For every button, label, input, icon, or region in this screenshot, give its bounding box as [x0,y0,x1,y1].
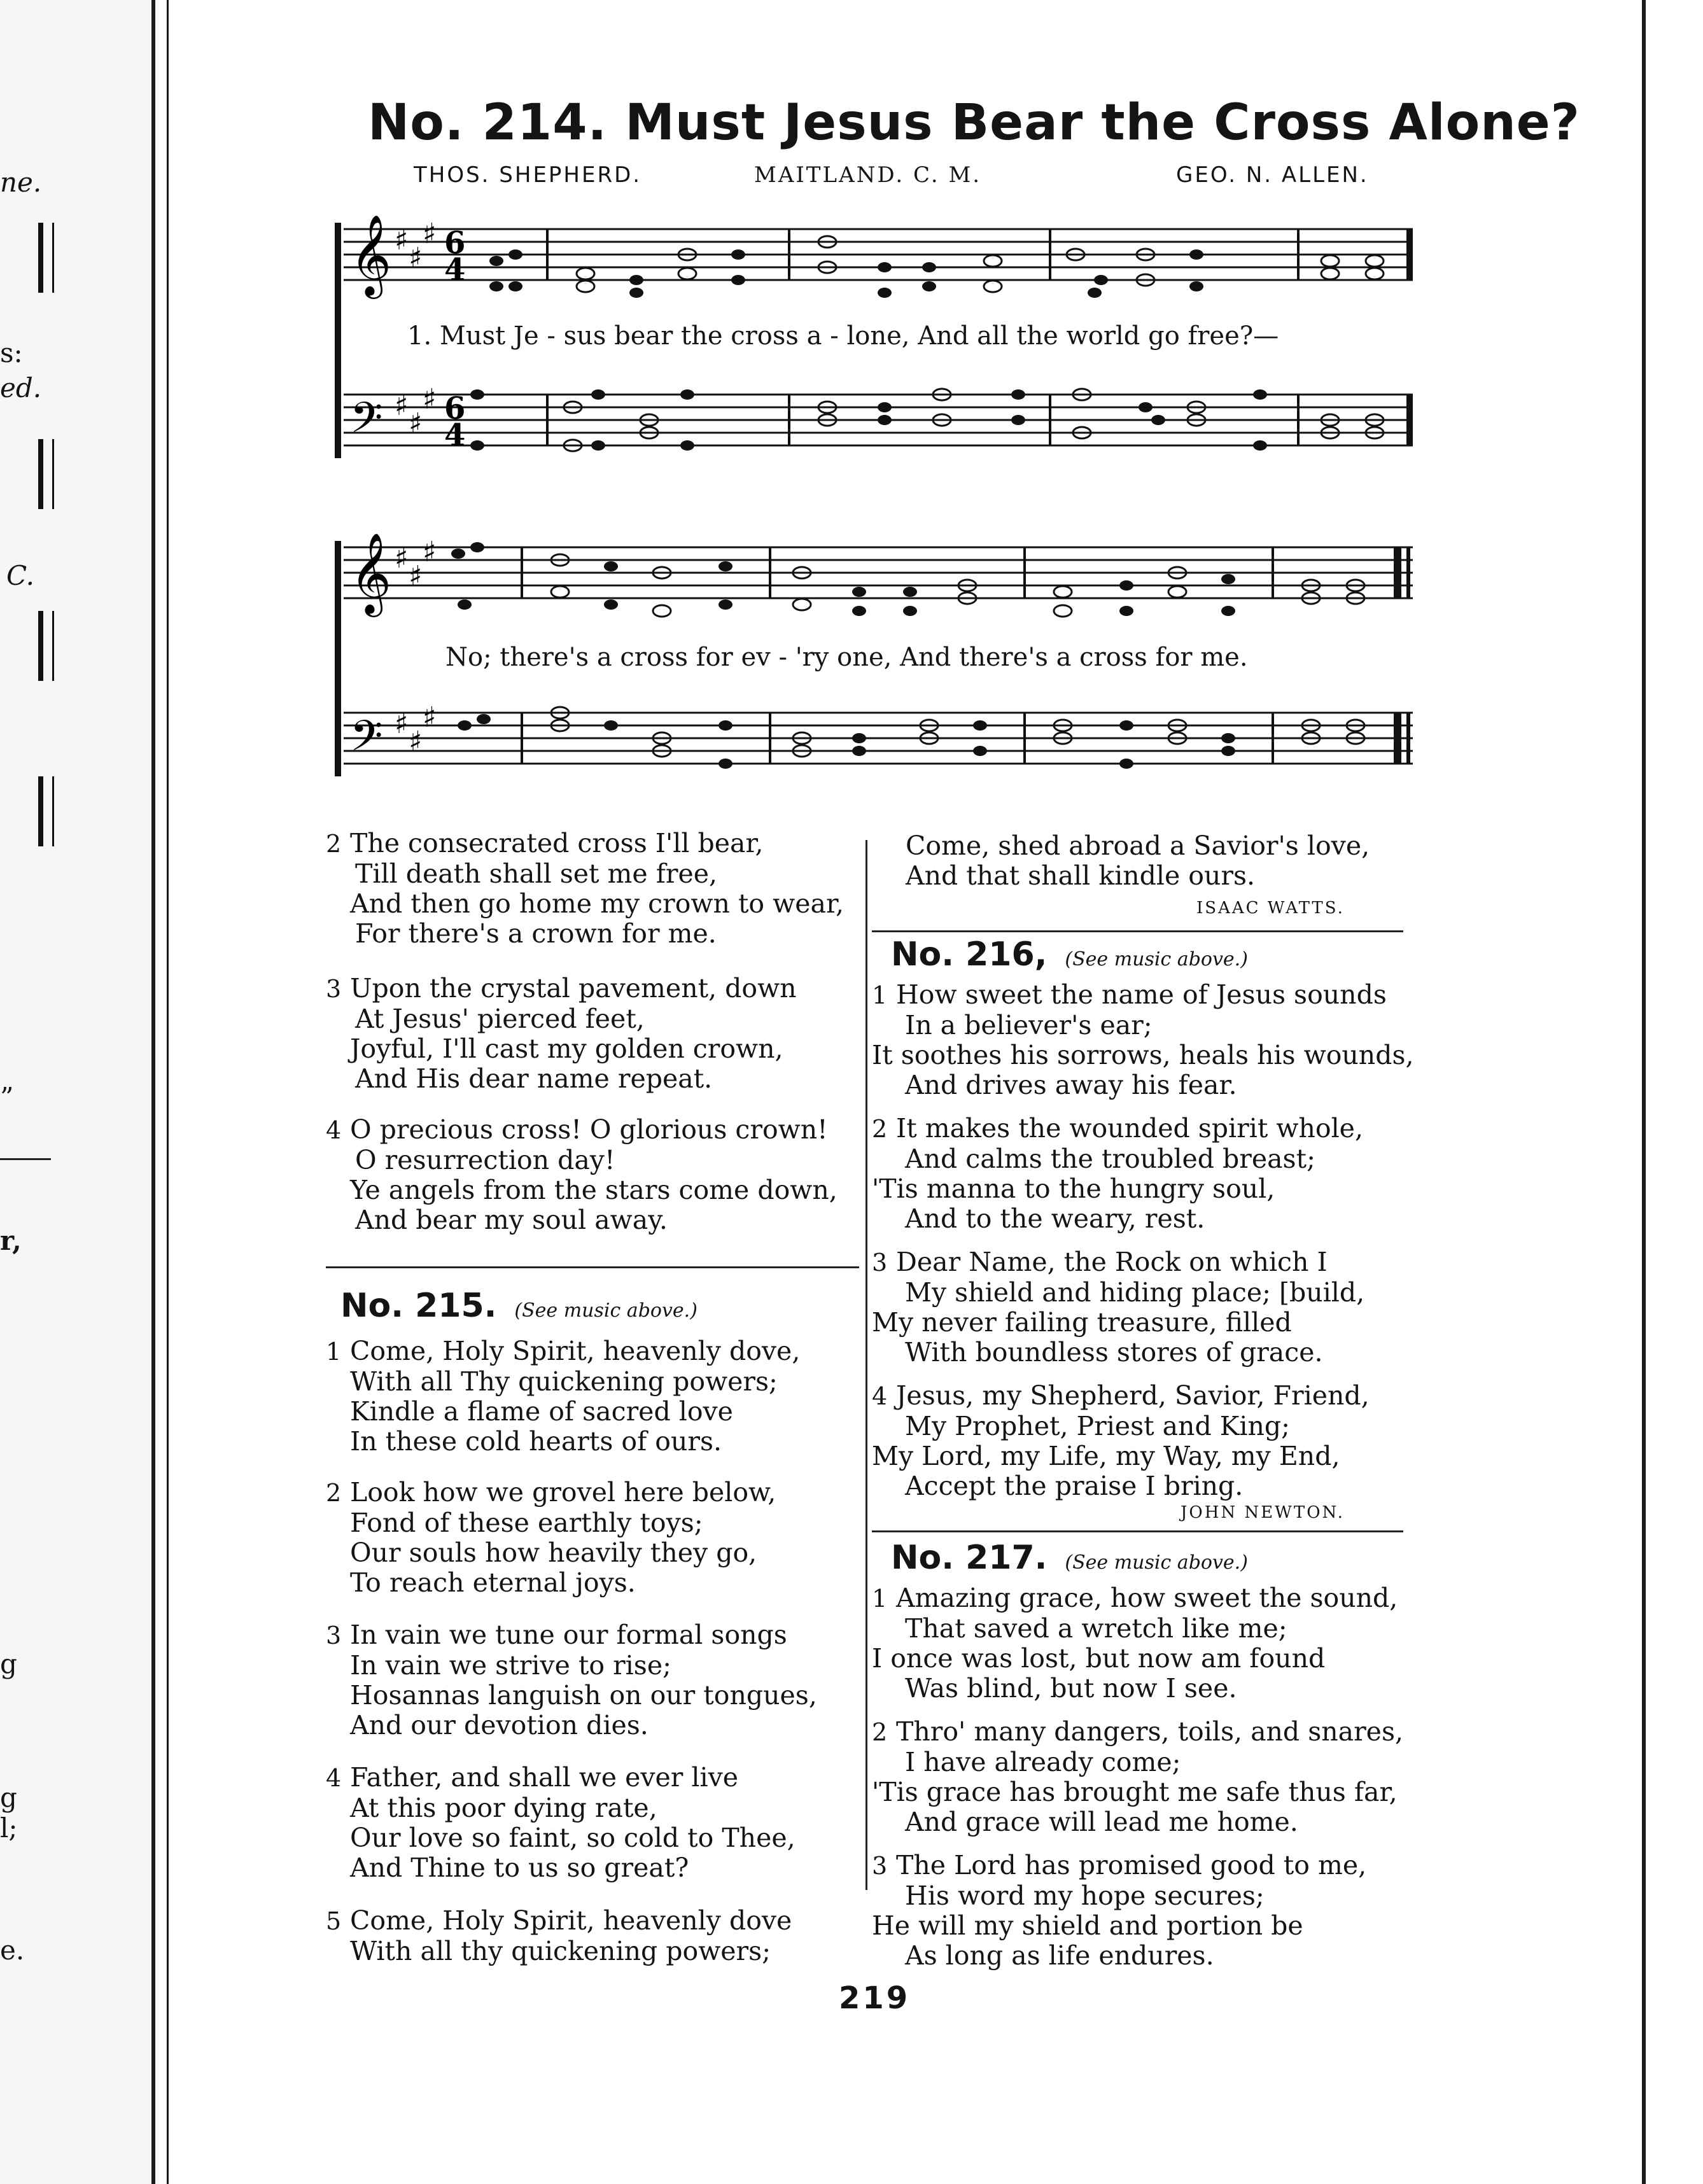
hymn-number: No. 216, [891,935,1048,974]
svg-text:♯: ♯ [395,224,409,256]
hymn216-verse-4: 4 Jesus, my Shepherd, Savior, Friend, My Prophet, Priest and King; My Lord, my Life, my Way, my End, Accept the praise I bring. [872,1380,1370,1501]
left-fragment: g [0,1648,17,1679]
hymn216-verse-1: 1 How sweet the name of Jesus sounds In a believer's ear; It soothes his sorrows, heals his wounds, And drives away his fear. [872,979,1414,1100]
lyric-line-1: 1. Must Je - sus bear the cross a - lone, And all the world go free?— [407,321,1279,351]
svg-text:6: 6 [444,391,466,426]
see-music-note: (See music above.) [1065,948,1248,970]
left-fragment: e. [0,1935,25,1966]
music-credit: GEO. N. ALLEN. [1176,162,1369,188]
treble-clef-icon: 𝄞 [350,214,392,295]
svg-text:♯: ♯ [409,560,423,592]
svg-text:♯: ♯ [409,407,423,440]
gutter-line-inner [167,0,169,2184]
left-fragment-barline [38,776,54,846]
hymn216-verse-3: 3 Dear Name, the Rock on which I My shield and hiding place; [build, My never failing treasure, filled With boundless stores of grace. [872,1247,1365,1368]
svg-text:4: 4 [444,252,466,288]
hymn215-verse-4: 4 Father, and shall we ever live At this poor dying rate, Our love so faint, so cold to Thee, And Thine to us so great? [326,1762,795,1883]
hymn214-verse-4: 4 O precious cross! O glorious crown! O resurrection day! Ye angels from the stars come down, And bear my soul away. [326,1114,837,1235]
svg-text:♯: ♯ [409,725,423,758]
left-fragment: g [0,1782,17,1813]
svg-text:♯: ♯ [423,701,437,734]
hymn215-verse-5: 5 Come, Holy Spirit, heavenly dove With all thy quickening powers; [326,1905,792,1966]
svg-text:♯: ♯ [395,708,409,740]
see-music-note: (See music above.) [514,1299,697,1322]
author-credit: JOHN NEWTON. [1181,1503,1345,1522]
words-credit: THOS. SHEPHERD. [414,162,642,188]
svg-text:♯: ♯ [395,542,409,575]
section-rule [872,1530,1403,1532]
hymn216-verse-2: 2 It makes the wounded spirit whole, And calms the troubled breast; 'Tis manna to the hungry soul, And to the weary, rest. [872,1113,1363,1234]
hymn215-verse-5-continued: Come, shed abroad a Savior's love, And that shall kindle ours. [906,830,1370,891]
left-fragment-barline [38,611,54,681]
music-system-1 [331,204,1426,509]
hymn217-heading [891,1539,1248,1577]
section-rule [872,930,1403,932]
svg-text:6: 6 [444,225,466,261]
lyric-line-2: No; there's a cross for ev - 'ry one, And there's a cross for me. [445,643,1248,672]
hymn215-heading [340,1287,697,1325]
page-number: 219 [839,1980,911,2016]
gutter-line [151,0,155,2184]
treble-clef-icon: 𝄞 [350,532,392,613]
left-fragment: ed. [0,372,42,403]
svg-text:♯: ♯ [409,242,423,274]
bass-clef-icon: 𝄢 [350,711,383,771]
hymn217-verse-1: 1 Amazing grace, how sweet the sound, That saved a wretch like me; I once was lost, but now am found Was blind, but now I see. [872,1583,1398,1704]
hymn214-verse-2: 2 The consecrated cross I'll bear, Till death shall set me free, And then go home my crown to wear, For there's a crown for me. [326,828,844,949]
svg-text:♯: ♯ [423,218,437,250]
left-fragment-rule [0,1158,51,1160]
left-fragment: ne. [0,167,42,198]
left-fragment: s: [0,337,23,368]
hymn-number: No. 215. [340,1287,497,1325]
see-music-note: (See music above.) [1065,1551,1248,1574]
left-fragment: ” [0,1082,14,1113]
system-brace [335,541,341,776]
left-fragment: l; [0,1812,18,1844]
left-fragment: r, [0,1225,22,1256]
hymn214-verse-3: 3 Upon the crystal pavement, down At Jesus' pierced feet, Joyful, I'll cast my golden crown, And His dear name repeat. [326,973,797,1094]
svg-text:♯: ♯ [395,389,409,422]
hymn217-verse-3: 3 The Lord has promised good to me, His word my hope secures; He will my shield and portion be As long as life endures. [872,1850,1367,1971]
hymn215-verse-2: 2 Look how we grovel here below, Fond of these earthly toys; Our souls how heavily they go, To reach eternal joys. [326,1477,776,1598]
svg-text:♯: ♯ [423,383,437,416]
hymn215-verse-1: 1 Come, Holy Spirit, heavenly dove, With all Thy quickening powers; Kindle a flame of sacred love In these cold hearts of ours. [326,1336,801,1457]
right-page-border [1642,0,1646,2184]
author-credit: ISAAC WATTS. [1196,899,1345,918]
left-fragment: C. [6,560,34,591]
left-fragment-barline [38,439,54,509]
hymn-title: No. 214. Must Jesus Bear the Cross Alone? [368,94,1580,151]
hymn216-heading [891,935,1248,974]
hymn217-verse-2: 2 Thro' many dangers, toils, and snares, I have already come; 'Tis grace has brought me safe thus far, And grace will lead me home. [872,1716,1404,1837]
section-rule [326,1266,859,1268]
hymn-number: No. 217. [891,1539,1048,1577]
hymn215-verse-3: 3 In vain we tune our formal songs In vain we strive to rise; Hosannas languish on our tongues, And our devotion dies. [326,1620,817,1740]
column-divider [866,840,867,1890]
left-fragment-barline [38,223,54,293]
system-brace [335,223,341,458]
left-page-edge [0,0,159,2184]
tune-name: MAITLAND. C. M. [754,162,982,188]
svg-text:4: 4 [444,417,466,453]
bass-clef-icon: 𝄢 [350,393,383,452]
svg-text:♯: ♯ [423,536,437,568]
